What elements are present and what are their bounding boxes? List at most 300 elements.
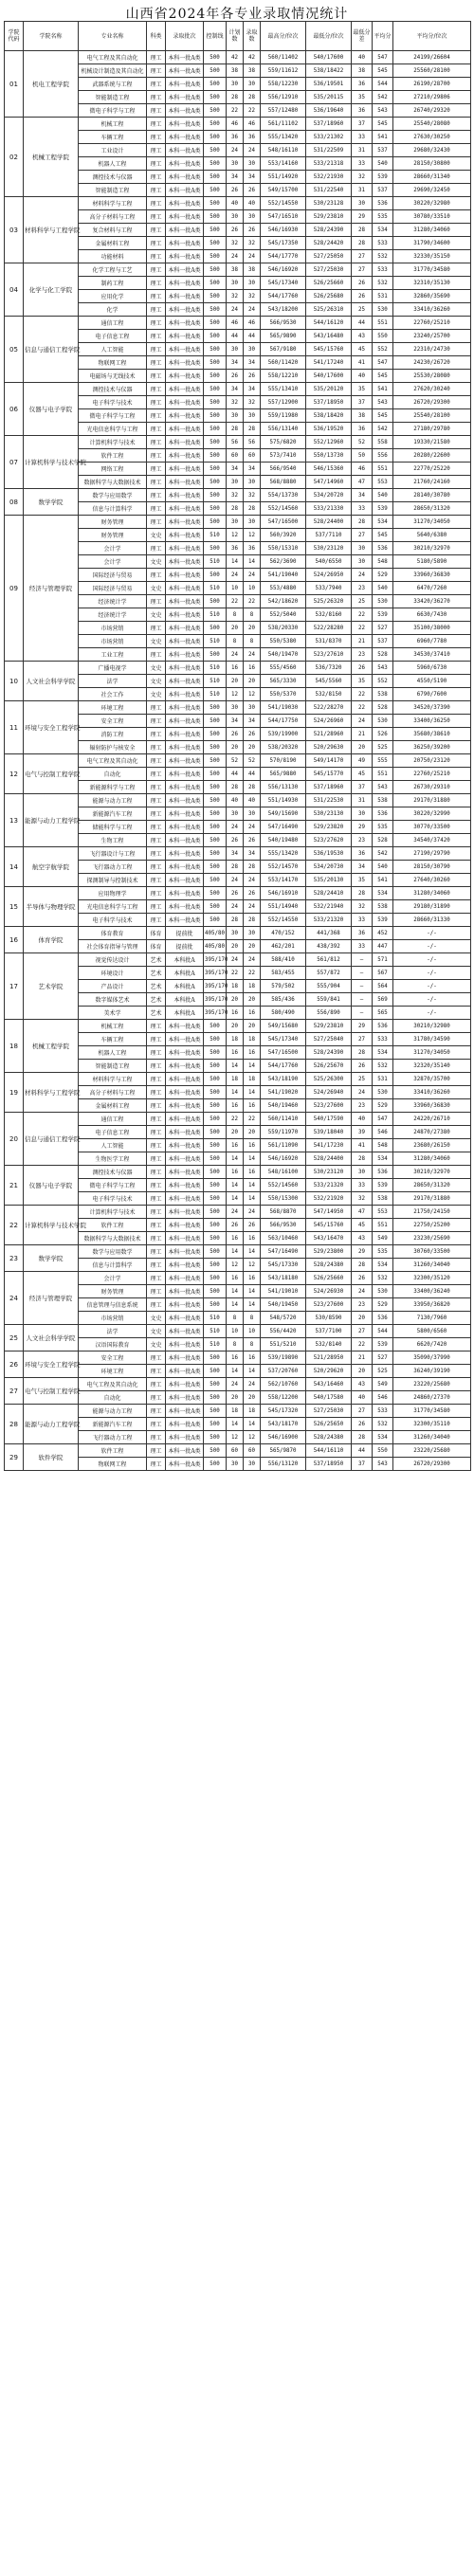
control-line: 500 <box>204 1139 227 1152</box>
min-score: 520/29630 <box>306 741 352 754</box>
category: 理工 <box>147 1113 166 1126</box>
avg-rank: 35680/38610 <box>393 728 471 741</box>
max-score: 550/5370 <box>261 688 306 701</box>
max-score: 544/17760 <box>261 290 306 303</box>
major-name: 车辆工程 <box>79 131 147 144</box>
admit-count: 24 <box>244 1378 261 1391</box>
major-name: 光电信息科学与工程 <box>79 900 147 914</box>
min-diff: 49 <box>352 754 373 768</box>
control-line: 500 <box>204 131 227 144</box>
max-score: 585/436 <box>261 993 306 1007</box>
min-diff: 24 <box>352 569 373 582</box>
control-line: 500 <box>204 1073 227 1086</box>
batch: 本科一批A类 <box>166 1206 204 1219</box>
plan-count: 44 <box>227 330 244 343</box>
plan-count: 16 <box>227 1351 244 1365</box>
control-line: 405/80 <box>204 940 227 953</box>
control-line: 500 <box>204 847 227 861</box>
avg-score: 547 <box>373 51 393 64</box>
batch: 本科一批A类 <box>166 144 204 157</box>
category: 理工 <box>147 171 166 184</box>
min-score: 526/25680 <box>306 290 352 303</box>
min-score: 537/18960 <box>306 118 352 131</box>
admit-count: 28 <box>244 502 261 516</box>
min-diff: 28 <box>352 1046 373 1060</box>
college-name: 机电工程学院 <box>24 51 79 118</box>
table-row <box>5 436 471 449</box>
control-line: 500 <box>204 250 227 263</box>
header-cell: 控制线 <box>204 22 227 51</box>
avg-rank: 21750/24150 <box>393 1206 471 1219</box>
batch: 本科一批A类 <box>166 118 204 131</box>
min-diff: 23 <box>352 1298 373 1312</box>
admit-count: 10 <box>244 582 261 595</box>
min-score: 532/21930 <box>306 171 352 184</box>
batch: 本科批A <box>166 953 204 967</box>
min-diff: 44 <box>352 1444 373 1458</box>
admit-count: 32 <box>244 290 261 303</box>
avg-score: 528 <box>373 701 393 715</box>
category: 理工 <box>147 409 166 423</box>
major-name: 能源与动力工程 <box>79 794 147 807</box>
table-row <box>5 754 471 768</box>
plan-count: 14 <box>227 1418 244 1431</box>
category: 体育 <box>147 927 166 940</box>
batch: 本科一批A类 <box>166 861 204 874</box>
batch: 本科一批A类 <box>166 1126 204 1139</box>
min-diff: 30 <box>352 807 373 821</box>
plan-count: 18 <box>227 1405 244 1418</box>
min-score: 540/17590 <box>306 1113 352 1126</box>
college-name: 计算机科学与技术学院 <box>24 1206 79 1245</box>
major-name: 化学 <box>79 303 147 317</box>
min-score: 530/23120 <box>306 542 352 555</box>
batch: 本科一批A类 <box>166 1232 204 1245</box>
avg-rank: 28660/31330 <box>393 914 471 927</box>
major-name: 安全工程 <box>79 715 147 728</box>
plan-count: 26 <box>227 370 244 383</box>
batch: 本科一批A类 <box>166 1298 204 1312</box>
min-diff: 28 <box>352 1431 373 1444</box>
control-line: 500 <box>204 263 227 277</box>
max-score: 555/4560 <box>261 662 306 675</box>
avg-rank: 33960/36830 <box>393 1099 471 1113</box>
control-line: 500 <box>204 317 227 330</box>
avg-rank: 30770/33500 <box>393 821 471 834</box>
min-diff: 24 <box>352 1086 373 1099</box>
avg-rank: 33400/36240 <box>393 1285 471 1298</box>
college-code: 11 <box>5 701 24 754</box>
max-score: 543/18170 <box>261 1418 306 1431</box>
batch: 本科一批A类 <box>166 317 204 330</box>
batch: 本科一批A类 <box>166 1060 204 1073</box>
avg-rank: 25540/28100 <box>393 409 471 423</box>
avg-score: 535 <box>373 821 393 834</box>
min-score: 533/21302 <box>306 131 352 144</box>
avg-rank: 32320/35140 <box>393 1060 471 1073</box>
avg-rank: 25560/28100 <box>393 64 471 78</box>
batch: 本科一批A类 <box>166 1179 204 1192</box>
avg-score: 543 <box>373 662 393 675</box>
avg-rank: 33410/36260 <box>393 1086 471 1099</box>
min-diff: 34 <box>352 489 373 502</box>
max-score: 570/8190 <box>261 754 306 768</box>
min-score: 531/8370 <box>306 635 352 648</box>
avg-rank: 25530/28080 <box>393 370 471 383</box>
college-name: 信息与通信工程学院 <box>24 1113 79 1166</box>
admit-count: 30 <box>244 807 261 821</box>
min-score: 533/21320 <box>306 914 352 927</box>
avg-rank: -/- <box>393 967 471 980</box>
min-diff: 40 <box>352 1113 373 1126</box>
control-line: 500 <box>204 1431 227 1444</box>
major-name: 网络工程 <box>79 463 147 476</box>
min-score: 533/7940 <box>306 582 352 595</box>
plan-count: 16 <box>227 1046 244 1060</box>
avg-score: 553 <box>373 1206 393 1219</box>
admit-count: 28 <box>244 91 261 104</box>
plan-count: 18 <box>227 980 244 993</box>
avg-score: 552 <box>373 675 393 688</box>
college-code: 16 <box>5 927 24 953</box>
min-diff: 38 <box>352 409 373 423</box>
min-diff: 43 <box>352 1378 373 1391</box>
avg-score: 549 <box>373 1378 393 1391</box>
avg-score: 545 <box>373 409 393 423</box>
avg-score: 551 <box>373 317 393 330</box>
avg-rank: 30220/32990 <box>393 807 471 821</box>
college-code: 13 <box>5 794 24 847</box>
max-score: 560/3920 <box>261 529 306 542</box>
avg-score: 536 <box>373 542 393 555</box>
batch: 本科一批A类 <box>166 436 204 449</box>
college-name: 环境与安全工程学院 <box>24 1351 79 1378</box>
header-cell: 平均分/位次 <box>393 22 471 51</box>
control-line: 500 <box>204 595 227 608</box>
category: 理工 <box>147 449 166 463</box>
batch: 本科一批A类 <box>166 662 204 675</box>
batch: 本科一批A类 <box>166 1192 204 1206</box>
min-diff: — <box>352 993 373 1007</box>
college-code: 25 <box>5 1325 24 1351</box>
batch: 本科一批A类 <box>166 131 204 144</box>
table-row <box>5 1245 471 1259</box>
batch: 本科一批A类 <box>166 741 204 754</box>
batch: 本科一批A类 <box>166 688 204 701</box>
admit-count: 42 <box>244 51 261 64</box>
batch: 本科一批A类 <box>166 157 204 171</box>
category: 理工 <box>147 1206 166 1219</box>
batch: 本科一批A类 <box>166 1431 204 1444</box>
category: 理工 <box>147 1099 166 1113</box>
max-score: 540/19480 <box>261 834 306 847</box>
admit-count: 14 <box>244 1179 261 1192</box>
major-name: 数学与应用数学 <box>79 1245 147 1259</box>
avg-rank: 34530/37410 <box>393 648 471 662</box>
category: 理工 <box>147 210 166 224</box>
admit-count: 24 <box>244 648 261 662</box>
avg-rank: 27180/29780 <box>393 423 471 436</box>
min-diff: 22 <box>352 688 373 701</box>
avg-rank: 26190/28700 <box>393 78 471 91</box>
plan-count: 26 <box>227 184 244 197</box>
category: 艺术 <box>147 953 166 967</box>
avg-score: 541 <box>373 874 393 887</box>
batch: 本科一批A类 <box>166 914 204 927</box>
plan-count: 30 <box>227 343 244 356</box>
admit-count: 26 <box>244 887 261 900</box>
min-diff: 45 <box>352 768 373 781</box>
avg-rank: 25540/28080 <box>393 118 471 131</box>
min-diff: 32 <box>352 171 373 184</box>
category: 理工 <box>147 1060 166 1073</box>
control-line: 500 <box>204 622 227 635</box>
avg-score: 525 <box>373 741 393 754</box>
plan-count: 14 <box>227 1245 244 1259</box>
admit-count: 30 <box>244 927 261 940</box>
major-name: 自动化 <box>79 1391 147 1405</box>
category: 理工 <box>147 1245 166 1259</box>
control-line: 395/170 <box>204 953 227 967</box>
batch: 本科一批A类 <box>166 330 204 343</box>
avg-score: 545 <box>373 370 393 383</box>
max-score: 583/455 <box>261 967 306 980</box>
avg-score: 543 <box>373 396 393 409</box>
avg-rank: 31770/34580 <box>393 263 471 277</box>
min-score: 523/27600 <box>306 1298 352 1312</box>
admit-count: 12 <box>244 1431 261 1444</box>
control-line: 500 <box>204 1418 227 1431</box>
control-line: 500 <box>204 794 227 807</box>
min-score: 530/23128 <box>306 197 352 210</box>
category: 理工 <box>147 768 166 781</box>
min-diff: 24 <box>352 1285 373 1298</box>
major-name: 光电信息科学与工程 <box>79 423 147 436</box>
plan-count: 12 <box>227 1431 244 1444</box>
college-name: 能源与动力工程学院 <box>24 1405 79 1444</box>
min-diff: 36 <box>352 423 373 436</box>
admit-count: 32 <box>244 237 261 250</box>
college-code: 05 <box>5 317 24 383</box>
major-name: 数据科学与大数据技术 <box>79 476 147 489</box>
avg-rank: 32330/35150 <box>393 250 471 263</box>
admit-count: 8 <box>244 1312 261 1325</box>
admit-count: 28 <box>244 423 261 436</box>
plan-count: 34 <box>227 463 244 476</box>
category: 理工 <box>147 157 166 171</box>
avg-rank: 27210/29806 <box>393 91 471 104</box>
avg-score: 537 <box>373 144 393 157</box>
admit-count: 34 <box>244 383 261 396</box>
control-line: 500 <box>204 489 227 502</box>
min-score: 529/23820 <box>306 821 352 834</box>
plan-count: 16 <box>227 1166 244 1179</box>
max-score: 568/8870 <box>261 1206 306 1219</box>
plan-count: 10 <box>227 1325 244 1338</box>
admit-count: 14 <box>244 1245 261 1259</box>
category: 理工 <box>147 821 166 834</box>
category: 理工 <box>147 715 166 728</box>
college-name: 电气与控制工程学院 <box>24 1378 79 1405</box>
avg-score: 540 <box>373 489 393 502</box>
avg-score: 534 <box>373 1152 393 1166</box>
avg-rank: 23220/25680 <box>393 1444 471 1458</box>
college-name: 软件学院 <box>24 1444 79 1471</box>
table-row <box>5 1378 471 1391</box>
major-name: 能源与动力工程 <box>79 1405 147 1418</box>
plan-count: 30 <box>227 701 244 715</box>
college-name: 材料科学与工程学院 <box>24 1073 79 1113</box>
control-line: 500 <box>204 807 227 821</box>
plan-count: 28 <box>227 781 244 794</box>
max-score: 541/19020 <box>261 1086 306 1099</box>
avg-score: 556 <box>373 449 393 463</box>
min-diff: 23 <box>352 1099 373 1113</box>
avg-rank: 28650/31320 <box>393 502 471 516</box>
avg-score: 565 <box>373 1007 393 1020</box>
min-diff: 33 <box>352 914 373 927</box>
major-name: 软件工程 <box>79 1219 147 1232</box>
major-name: 计算机科学与技术 <box>79 1206 147 1219</box>
control-line: 500 <box>204 1259 227 1272</box>
admit-count: 8 <box>244 635 261 648</box>
min-diff: 33 <box>352 157 373 171</box>
control-line: 500 <box>204 834 227 847</box>
category: 理工 <box>147 1020 166 1033</box>
category: 理工 <box>147 1192 166 1206</box>
category: 理工 <box>147 104 166 118</box>
admit-count: 20 <box>244 940 261 953</box>
plan-count: 52 <box>227 754 244 768</box>
plan-count: 22 <box>227 595 244 608</box>
min-diff: 31 <box>352 144 373 157</box>
college-code: 21 <box>5 1166 24 1206</box>
plan-count: 36 <box>227 131 244 144</box>
min-score: 537/7110 <box>306 529 352 542</box>
control-line: 510 <box>204 688 227 701</box>
plan-count: 46 <box>227 317 244 330</box>
batch: 本科一批A类 <box>166 807 204 821</box>
max-score: 554/13730 <box>261 489 306 502</box>
min-score: 547/14960 <box>306 476 352 489</box>
plan-count: 24 <box>227 250 244 263</box>
plan-count: 12 <box>227 1259 244 1272</box>
admit-count: 14 <box>244 1298 261 1312</box>
control-line: 500 <box>204 715 227 728</box>
avg-score: 545 <box>373 64 393 78</box>
min-score: 531/22509 <box>306 144 352 157</box>
min-score: 537/18950 <box>306 396 352 409</box>
avg-score: 558 <box>373 436 393 449</box>
avg-score: 544 <box>373 1325 393 1338</box>
max-score: 541/19030 <box>261 701 306 715</box>
control-line: 500 <box>204 1113 227 1126</box>
avg-score: 533 <box>373 1033 393 1046</box>
max-score: 556/4420 <box>261 1325 306 1338</box>
min-diff: 29 <box>352 210 373 224</box>
admit-count: 16 <box>244 1007 261 1020</box>
major-name: 数据科学与大数据技术 <box>79 1232 147 1245</box>
min-score: 527/25050 <box>306 250 352 263</box>
max-score: 556/13140 <box>261 423 306 436</box>
category: 理工 <box>147 144 166 157</box>
plan-count: 24 <box>227 953 244 967</box>
avg-rank: 30210/32970 <box>393 542 471 555</box>
major-name: 会计学 <box>79 555 147 569</box>
admit-count: 14 <box>244 555 261 569</box>
avg-score: 539 <box>373 1179 393 1192</box>
avg-score: 538 <box>373 794 393 807</box>
major-name: 工业设计 <box>79 144 147 157</box>
admit-count: 16 <box>244 662 261 675</box>
min-score: 549/14170 <box>306 754 352 768</box>
plan-count: 16 <box>227 1099 244 1113</box>
batch: 本科一批A类 <box>166 51 204 64</box>
major-name: 制药工程 <box>79 277 147 290</box>
table-row <box>5 927 471 940</box>
category: 理工 <box>147 1179 166 1192</box>
college-code: 18 <box>5 1020 24 1073</box>
control-line: 500 <box>204 144 227 157</box>
avg-score: 547 <box>373 356 393 370</box>
college-name: 仪器与电子学院 <box>24 1166 79 1206</box>
admit-count: 46 <box>244 118 261 131</box>
control-line: 500 <box>204 184 227 197</box>
major-name: 机械设计制造及其自动化 <box>79 64 147 78</box>
min-diff: 40 <box>352 1391 373 1405</box>
max-score: 567/9180 <box>261 343 306 356</box>
avg-rank: 24220/26710 <box>393 1113 471 1126</box>
control-line: 500 <box>204 569 227 582</box>
plan-count: 20 <box>227 741 244 754</box>
table-row <box>5 794 471 807</box>
avg-score: 546 <box>373 1126 393 1139</box>
admit-count: 14 <box>244 1365 261 1378</box>
avg-rank: 26720/29300 <box>393 1458 471 1471</box>
plan-count: 28 <box>227 91 244 104</box>
avg-rank: 4550/5190 <box>393 675 471 688</box>
min-score: 543/16460 <box>306 1378 352 1391</box>
min-diff: 27 <box>352 1405 373 1418</box>
avg-rank: 30210/32980 <box>393 1020 471 1033</box>
table-row <box>5 1166 471 1179</box>
avg-rank: 23680/26150 <box>393 1139 471 1152</box>
batch: 本科一批A类 <box>166 555 204 569</box>
major-name: 汉语国际教育 <box>79 1338 147 1351</box>
category: 理工 <box>147 1073 166 1086</box>
control-line: 500 <box>204 1152 227 1166</box>
min-diff: 37 <box>352 1458 373 1471</box>
avg-rank: 33950/36820 <box>393 1298 471 1312</box>
category: 理工 <box>147 1365 166 1378</box>
admit-count: 36 <box>244 542 261 555</box>
max-score: 555/13420 <box>261 847 306 861</box>
avg-rank: 27630/30250 <box>393 131 471 144</box>
header-cell: 录取批次 <box>166 22 204 51</box>
avg-score: 534 <box>373 1431 393 1444</box>
max-score: 580/490 <box>261 1007 306 1020</box>
plan-count: 42 <box>227 51 244 64</box>
avg-score: 540 <box>373 157 393 171</box>
min-diff: 23 <box>352 582 373 595</box>
batch: 本科一批A类 <box>166 1073 204 1086</box>
avg-score: 536 <box>373 1166 393 1179</box>
min-diff: 26 <box>352 1060 373 1073</box>
admit-count: 36 <box>244 131 261 144</box>
control-line: 500 <box>204 741 227 754</box>
admit-count: 26 <box>244 834 261 847</box>
min-diff: 33 <box>352 502 373 516</box>
